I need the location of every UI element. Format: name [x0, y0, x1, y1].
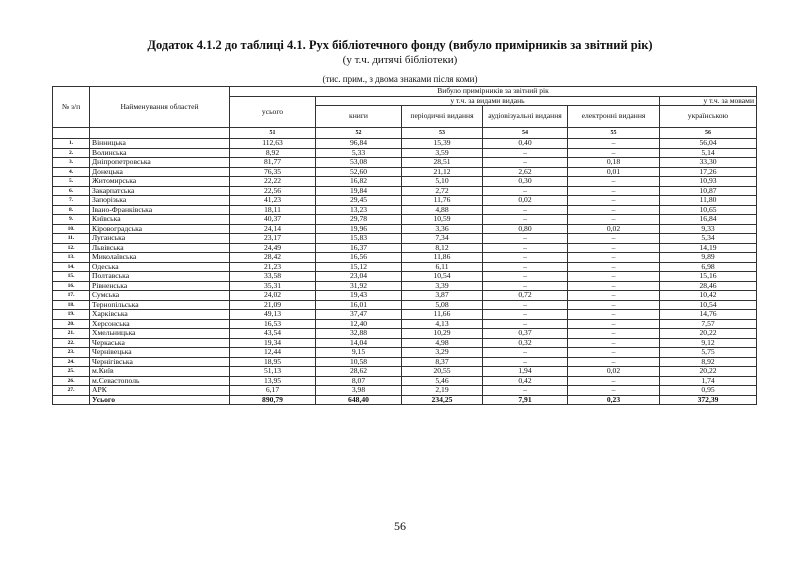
periodicals-cell: 8,12 — [402, 243, 483, 253]
total-cell: 43,54 — [230, 329, 316, 339]
region-name: Одеська — [90, 262, 230, 272]
table-row — [53, 386, 757, 396]
table-row — [53, 310, 757, 320]
books-cell: 8,07 — [316, 376, 402, 386]
books-cell: 52,60 — [316, 167, 402, 177]
periodicals-cell: 3,59 — [402, 148, 483, 158]
ukrainian-cell: 15,16 — [660, 272, 757, 282]
electronic-cell: – — [568, 243, 660, 253]
data-table — [52, 86, 757, 405]
total-cell: 890,79 — [230, 395, 316, 405]
periodicals-cell: 10,29 — [402, 329, 483, 339]
header-by-lang: у т.ч. за мовами — [660, 96, 757, 106]
region-name: Миколаївська — [90, 253, 230, 263]
header-periodicals: періодичні видання — [402, 106, 483, 128]
region-name: Кіровоградська — [90, 224, 230, 234]
electronic-cell: – — [568, 376, 660, 386]
region-name: Усього — [90, 395, 230, 405]
row-number: 13. — [53, 253, 90, 263]
periodicals-cell: 3,39 — [402, 281, 483, 291]
row-number: 4. — [53, 167, 90, 177]
table-row — [53, 234, 757, 244]
audiovisual-cell: 0,32 — [483, 338, 568, 348]
books-cell: 53,08 — [316, 158, 402, 168]
total-cell: 18,11 — [230, 205, 316, 215]
header-total: усього — [230, 96, 316, 128]
electronic-cell: – — [568, 386, 660, 396]
row-number: 9. — [53, 215, 90, 225]
audiovisual-cell: – — [483, 281, 568, 291]
periodicals-cell: 3,36 — [402, 224, 483, 234]
ukrainian-cell: 20,22 — [660, 329, 757, 339]
ukrainian-cell: 5,34 — [660, 234, 757, 244]
audiovisual-cell: 1,94 — [483, 367, 568, 377]
total-cell: 16,53 — [230, 319, 316, 329]
books-cell: 32,88 — [316, 329, 402, 339]
region-name: Дніпропетровська — [90, 158, 230, 168]
electronic-cell: – — [568, 196, 660, 206]
books-cell: 16,37 — [316, 243, 402, 253]
header-region: Найменування областей — [90, 87, 230, 128]
ukrainian-cell: 10,65 — [660, 205, 757, 215]
region-name: Київська — [90, 215, 230, 225]
header-code: 52 — [316, 128, 402, 139]
books-cell: 3,98 — [316, 386, 402, 396]
periodicals-cell: 3,29 — [402, 348, 483, 358]
row-number: 2. — [53, 148, 90, 158]
electronic-cell: – — [568, 310, 660, 320]
ukrainian-cell: 9,89 — [660, 253, 757, 263]
row-number: 7. — [53, 196, 90, 206]
header-code: 55 — [568, 128, 660, 139]
ukrainian-cell: 6,98 — [660, 262, 757, 272]
periodicals-cell: 11,76 — [402, 196, 483, 206]
region-name: Сумська — [90, 291, 230, 301]
region-name: Луганська — [90, 234, 230, 244]
table-row — [53, 272, 757, 282]
audiovisual-cell: – — [483, 234, 568, 244]
books-cell: 29,78 — [316, 215, 402, 225]
table-row — [53, 357, 757, 367]
ukrainian-cell: 8,92 — [660, 357, 757, 367]
electronic-cell: – — [568, 272, 660, 282]
electronic-cell: 0,02 — [568, 224, 660, 234]
ukrainian-cell: 0,95 — [660, 386, 757, 396]
row-number: 24. — [53, 357, 90, 367]
region-name: Львівська — [90, 243, 230, 253]
electronic-cell: – — [568, 253, 660, 263]
periodicals-cell: 4,88 — [402, 205, 483, 215]
audiovisual-cell: – — [483, 272, 568, 282]
electronic-cell: 0,23 — [568, 395, 660, 405]
books-cell: 13,23 — [316, 205, 402, 215]
header-by-type: у т.ч. за видами видань — [316, 96, 660, 106]
total-cell: 8,92 — [230, 148, 316, 158]
electronic-cell: – — [568, 215, 660, 225]
electronic-cell: – — [568, 319, 660, 329]
row-number: 25. — [53, 367, 90, 377]
electronic-cell: – — [568, 205, 660, 215]
header-code: 54 — [483, 128, 568, 139]
periodicals-cell: 5,46 — [402, 376, 483, 386]
total-cell: 49,13 — [230, 310, 316, 320]
table-row — [53, 253, 757, 263]
row-number: 26. — [53, 376, 90, 386]
periodicals-cell: 20,55 — [402, 367, 483, 377]
title-main: Додаток 4.1.2 до таблиці 4.1. Рух бібліотечного фонду (вибуло примірників за звітний рік) — [147, 38, 653, 52]
region-name: Рівненська — [90, 281, 230, 291]
row-number: 1. — [53, 139, 90, 149]
audiovisual-cell: 0,72 — [483, 291, 568, 301]
row-number: 12. — [53, 243, 90, 253]
total-cell: 24,02 — [230, 291, 316, 301]
ukrainian-cell: 7,57 — [660, 319, 757, 329]
books-cell: 29,45 — [316, 196, 402, 206]
row-number — [53, 395, 90, 405]
books-cell: 15,83 — [316, 234, 402, 244]
electronic-cell: – — [568, 338, 660, 348]
ukrainian-cell: 9,33 — [660, 224, 757, 234]
books-cell: 96,84 — [316, 139, 402, 149]
table-row — [53, 319, 757, 329]
header-code: 56 — [660, 128, 757, 139]
table-row — [53, 167, 757, 177]
header-code: 51 — [230, 128, 316, 139]
ukrainian-cell: 5,14 — [660, 148, 757, 158]
header-code: 53 — [402, 128, 483, 139]
header-books: книги — [316, 106, 402, 128]
books-cell: 28,62 — [316, 367, 402, 377]
books-cell: 12,40 — [316, 319, 402, 329]
electronic-cell: – — [568, 281, 660, 291]
books-cell: 15,12 — [316, 262, 402, 272]
total-cell: 28,42 — [230, 253, 316, 263]
electronic-cell: – — [568, 262, 660, 272]
ukrainian-cell: 14,76 — [660, 310, 757, 320]
row-number: 23. — [53, 348, 90, 358]
total-cell: 12,44 — [230, 348, 316, 358]
audiovisual-cell: 0,02 — [483, 196, 568, 206]
region-name: Запорізька — [90, 196, 230, 206]
region-name: Донецька — [90, 167, 230, 177]
books-cell: 14,04 — [316, 338, 402, 348]
books-cell: 9,15 — [316, 348, 402, 358]
table-row — [53, 148, 757, 158]
region-name: м.Севастополь — [90, 376, 230, 386]
total-cell: 81,77 — [230, 158, 316, 168]
table-row — [53, 196, 757, 206]
audiovisual-cell: 0,80 — [483, 224, 568, 234]
periodicals-cell: 5,08 — [402, 300, 483, 310]
audiovisual-cell: – — [483, 386, 568, 396]
total-cell: 76,35 — [230, 167, 316, 177]
header-electronic: електронні видання — [568, 106, 660, 128]
region-name: Івано-Франківська — [90, 205, 230, 215]
table-row — [53, 158, 757, 168]
region-name: Харківська — [90, 310, 230, 320]
periodicals-cell: 5,10 — [402, 177, 483, 187]
books-cell: 19,43 — [316, 291, 402, 301]
audiovisual-cell: – — [483, 243, 568, 253]
total-cell: 24,14 — [230, 224, 316, 234]
books-cell: 10,58 — [316, 357, 402, 367]
table-row — [53, 300, 757, 310]
electronic-cell: – — [568, 139, 660, 149]
audiovisual-cell: – — [483, 357, 568, 367]
audiovisual-cell: 0,42 — [483, 376, 568, 386]
audiovisual-cell: 0,37 — [483, 329, 568, 339]
periodicals-cell: 11,66 — [402, 310, 483, 320]
ukrainian-cell: 14,19 — [660, 243, 757, 253]
region-name: Чернівецька — [90, 348, 230, 358]
total-cell: 51,13 — [230, 367, 316, 377]
row-number: 15. — [53, 272, 90, 282]
row-number: 16. — [53, 281, 90, 291]
row-number: 11. — [53, 234, 90, 244]
document-title — [0, 38, 800, 66]
total-cell: 23,17 — [230, 234, 316, 244]
electronic-cell: – — [568, 300, 660, 310]
electronic-cell: – — [568, 234, 660, 244]
periodicals-cell: 234,25 — [402, 395, 483, 405]
table-row — [53, 215, 757, 225]
total-cell: 22,22 — [230, 177, 316, 187]
periodicals-cell: 2,72 — [402, 186, 483, 196]
region-name: Вінницька — [90, 139, 230, 149]
books-cell: 19,84 — [316, 186, 402, 196]
periodicals-cell: 11,86 — [402, 253, 483, 263]
region-name: Черкаська — [90, 338, 230, 348]
region-name: м.Київ — [90, 367, 230, 377]
periodicals-cell: 21,12 — [402, 167, 483, 177]
audiovisual-cell: – — [483, 158, 568, 168]
row-number: 19. — [53, 310, 90, 320]
books-cell: 16,56 — [316, 253, 402, 263]
ukrainian-cell: 372,39 — [660, 395, 757, 405]
books-cell: 23,04 — [316, 272, 402, 282]
electronic-cell: – — [568, 348, 660, 358]
header-num: № з/п — [53, 87, 90, 128]
ukrainian-cell: 33,30 — [660, 158, 757, 168]
periodicals-cell: 10,54 — [402, 272, 483, 282]
audiovisual-cell: – — [483, 186, 568, 196]
page-number: 56 — [394, 519, 406, 533]
audiovisual-cell: 7,91 — [483, 395, 568, 405]
table-row — [53, 205, 757, 215]
audiovisual-cell: 0,30 — [483, 177, 568, 187]
total-cell: 19,34 — [230, 338, 316, 348]
header-audiovisual: аудіовізуальні видання — [483, 106, 568, 128]
header-code-blank — [53, 128, 90, 139]
audiovisual-cell: – — [483, 348, 568, 358]
table-row — [53, 262, 757, 272]
row-number: 3. — [53, 158, 90, 168]
periodicals-cell: 28,51 — [402, 158, 483, 168]
row-number: 8. — [53, 205, 90, 215]
audiovisual-cell: 2,62 — [483, 167, 568, 177]
region-name: Волинська — [90, 148, 230, 158]
electronic-cell: 0,01 — [568, 167, 660, 177]
books-cell: 16,01 — [316, 300, 402, 310]
table-row — [53, 281, 757, 291]
audiovisual-cell: – — [483, 262, 568, 272]
total-cell: 21,23 — [230, 262, 316, 272]
books-cell: 31,92 — [316, 281, 402, 291]
row-number: 21. — [53, 329, 90, 339]
region-name: АРК — [90, 386, 230, 396]
ukrainian-cell: 1,74 — [660, 376, 757, 386]
ukrainian-cell: 10,42 — [660, 291, 757, 301]
total-cell: 24,49 — [230, 243, 316, 253]
ukrainian-cell: 10,54 — [660, 300, 757, 310]
table-row — [53, 367, 757, 377]
row-number: 20. — [53, 319, 90, 329]
total-cell: 41,23 — [230, 196, 316, 206]
audiovisual-cell: – — [483, 310, 568, 320]
total-cell: 33,58 — [230, 272, 316, 282]
table-row — [53, 329, 757, 339]
table-row — [53, 348, 757, 358]
audiovisual-cell: – — [483, 215, 568, 225]
periodicals-cell: 4,13 — [402, 319, 483, 329]
units-note: (тис. прим., з двома знаками після коми) — [322, 74, 478, 84]
books-cell: 37,47 — [316, 310, 402, 320]
ukrainian-cell: 9,12 — [660, 338, 757, 348]
table-row — [53, 177, 757, 187]
header-code-blank — [90, 128, 230, 139]
table-row — [53, 243, 757, 253]
periodicals-cell: 8,37 — [402, 357, 483, 367]
electronic-cell: – — [568, 177, 660, 187]
audiovisual-cell: 0,40 — [483, 139, 568, 149]
audiovisual-cell: – — [483, 148, 568, 158]
header-group: Вибуло примірників за звітний рік — [230, 87, 757, 97]
total-cell: 40,37 — [230, 215, 316, 225]
row-number: 14. — [53, 262, 90, 272]
books-cell: 16,82 — [316, 177, 402, 187]
periodicals-cell: 3,87 — [402, 291, 483, 301]
periodicals-cell: 15,39 — [402, 139, 483, 149]
total-cell: 35,31 — [230, 281, 316, 291]
periodicals-cell: 10,59 — [402, 215, 483, 225]
electronic-cell: – — [568, 357, 660, 367]
books-cell: 5,33 — [316, 148, 402, 158]
ukrainian-cell: 5,75 — [660, 348, 757, 358]
electronic-cell: 0,02 — [568, 367, 660, 377]
row-number: 27. — [53, 386, 90, 396]
region-name: Хмельницька — [90, 329, 230, 339]
total-cell: 6,17 — [230, 386, 316, 396]
region-name: Херсонська — [90, 319, 230, 329]
books-cell: 648,40 — [316, 395, 402, 405]
electronic-cell: – — [568, 148, 660, 158]
region-name: Чернігівська — [90, 357, 230, 367]
header-ukrainian: українською — [660, 106, 757, 128]
total-cell: 18,95 — [230, 357, 316, 367]
total-cell: 13,95 — [230, 376, 316, 386]
total-cell: 112,63 — [230, 139, 316, 149]
ukrainian-cell: 10,93 — [660, 177, 757, 187]
title-subtitle: (у т.ч. дитячі бібліотеки) — [342, 54, 458, 66]
ukrainian-cell: 28,46 — [660, 281, 757, 291]
table-row — [53, 376, 757, 386]
total-row — [53, 395, 757, 405]
table-row — [53, 224, 757, 234]
periodicals-cell: 4,98 — [402, 338, 483, 348]
periodicals-cell: 7,34 — [402, 234, 483, 244]
periodicals-cell: 6,11 — [402, 262, 483, 272]
row-number: 6. — [53, 186, 90, 196]
region-name: Житомирська — [90, 177, 230, 187]
total-cell: 21,09 — [230, 300, 316, 310]
ukrainian-cell: 17,26 — [660, 167, 757, 177]
row-number: 10. — [53, 224, 90, 234]
region-name: Тернопільська — [90, 300, 230, 310]
ukrainian-cell: 11,80 — [660, 196, 757, 206]
table-row — [53, 186, 757, 196]
electronic-cell: – — [568, 291, 660, 301]
total-cell: 22,56 — [230, 186, 316, 196]
electronic-cell: – — [568, 329, 660, 339]
audiovisual-cell: – — [483, 253, 568, 263]
table-row — [53, 291, 757, 301]
region-name: Закарпатська — [90, 186, 230, 196]
ukrainian-cell: 16,84 — [660, 215, 757, 225]
row-number: 5. — [53, 177, 90, 187]
periodicals-cell: 2,19 — [402, 386, 483, 396]
ukrainian-cell: 20,22 — [660, 367, 757, 377]
ukrainian-cell: 10,87 — [660, 186, 757, 196]
region-name: Полтавська — [90, 272, 230, 282]
table-body — [53, 139, 757, 405]
row-number: 18. — [53, 300, 90, 310]
row-number: 22. — [53, 338, 90, 348]
audiovisual-cell: – — [483, 319, 568, 329]
electronic-cell: – — [568, 186, 660, 196]
electronic-cell: 0,18 — [568, 158, 660, 168]
audiovisual-cell: – — [483, 205, 568, 215]
audiovisual-cell: – — [483, 300, 568, 310]
books-cell: 19,96 — [316, 224, 402, 234]
ukrainian-cell: 56,04 — [660, 139, 757, 149]
table-row — [53, 338, 757, 348]
row-number: 17. — [53, 291, 90, 301]
table-row — [53, 139, 757, 149]
